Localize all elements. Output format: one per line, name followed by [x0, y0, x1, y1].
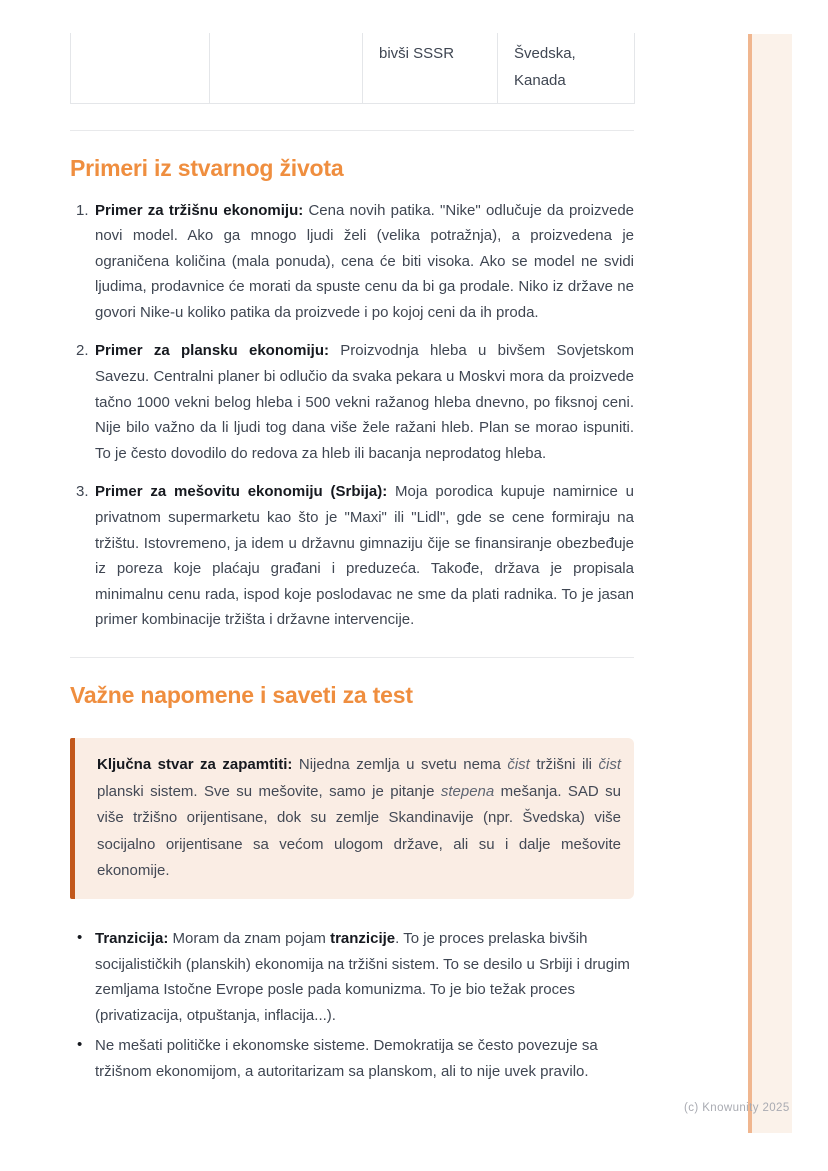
- callout-italic: čist: [598, 756, 621, 773]
- bullet-text: Moram da znam pojam: [168, 929, 331, 947]
- table-cell-mixed-example: Švedska, Kanada: [498, 33, 635, 103]
- notes-list: [70, 926, 634, 1085]
- list-item-planned-economy: [70, 338, 634, 466]
- key-point-callout: [70, 738, 634, 899]
- list-number: 3.: [76, 483, 89, 501]
- callout-text: mešanja. SAD su više tržišno orijentisane, dok su zemlje Skandinavije (npr. Švedska) više socijalno orijentisane sa većom ulogom države, ali su i dalje mešovite ekonomije.: [97, 782, 621, 880]
- list-item-market-economy: [70, 198, 634, 326]
- list-item-body: Proizvodnja hleba u bivšem Sovjetskom Savezu. Centralni planer bi odlučio da svaka pekara u Moskvi mora da proizvede tačno 1000 vekni belog hleba i 500 vekni ražanog hleba dnevno, po fiksnoj ceni. Nije bilo važno da li ljudi tog dana više žele ražani hleb. Plan se morao ispuniti. To je često dovodilo do redova za hleb ili bacanja neprodatog hleba.: [95, 342, 634, 462]
- bullet-bold: tranzicije: [330, 929, 396, 947]
- callout-italic: čist: [507, 756, 530, 773]
- page-content: [70, 0, 634, 1090]
- bullet-lead: Tranzicija:: [95, 929, 169, 947]
- notes-section-heading: Važne napomene i saveti za test: [70, 682, 413, 708]
- watermark: (c) Knowunity 2025: [684, 1102, 790, 1114]
- callout-text: Nijedna zemlja u svetu nema: [292, 756, 508, 773]
- callout-italic: stepena: [440, 782, 495, 800]
- section-divider: [70, 657, 634, 658]
- callout-text: planski sistem. Sve su mešovite, samo je pitanje: [97, 782, 441, 800]
- bullet-text: Ne mešati političke i ekonomske sisteme. Demokratija se često povezuje sa tržišnom ekonomijom, a autoritarizam sa planskom, ali to nije uvek pravilo.: [95, 1037, 598, 1080]
- table-cell-empty-2: [210, 33, 363, 103]
- bullet-item-transition: [70, 926, 634, 1028]
- section-divider: [70, 130, 634, 131]
- list-item-body: Cena novih patika. "Nike" odlučuje da proizvede novi model. Ako ga mnogo ljudi želi (velika potražnja), a proizvedena je ograničena količina (mala ponuda), cena će biti visoka. Ako se model ne svidi ljudima, prodavnice će morati da spuste cenu da bi ga prodale. Niko iz države ne govori Nike-u koliko patika da proizvede i po kojoj ceni da ih proda.: [95, 201, 635, 321]
- list-item-mixed-economy: [70, 479, 634, 633]
- callout-lead: Ključna stvar za zapamtiti:: [97, 756, 293, 773]
- list-number: 1.: [76, 201, 89, 219]
- list-item-lead: Primer za tržišnu ekonomiju:: [95, 201, 304, 219]
- examples-section-heading: Primeri iz stvarnog života: [70, 154, 344, 181]
- list-number: 2.: [76, 342, 89, 360]
- example-list: [70, 198, 634, 634]
- callout-text: tržišni ili: [529, 756, 599, 773]
- table-cell-planned-example: bivši SSSR: [363, 33, 498, 103]
- bullet-marker: •: [77, 928, 83, 946]
- page-margin-bar: [748, 34, 792, 1133]
- list-item-lead: Primer za mešovitu ekonomiju (Srbija):: [95, 483, 388, 501]
- bullet-item-systems: [70, 1033, 634, 1084]
- bullet-marker: •: [77, 1036, 83, 1054]
- list-item-body: Moja porodica kupuje namirnice u privatnom supermarketu kao što je "Maxi" ili "Lidl", gde se cene formiraju na tržištu. Istovremeno, ja idem u državnu gimnaziju čije se finansiranje obezbeđuje iz poreza koje plaćaju građani i preduzeća. Takođe, država je propisala minimalnu cenu rada, ispod koje poslodavac ne sme da plati radnika. To je jasan primer kombinacije tržišta i državne intervencije.: [95, 483, 634, 629]
- bullet-text: . To je proces prelaska bivših socijalističkih (planskih) ekonomija na tržišni sistem. To se desilo u Srbiji i drugim zemljama Istočne Evrope posle pada komunizma. To je bio težak proces (privatizacija, otpuštanja, inflacija...).: [95, 929, 630, 1024]
- list-item-lead: Primer za plansku ekonomiju:: [95, 342, 329, 360]
- comparison-table-fragment: [70, 33, 635, 104]
- table-cell-empty-1: [71, 33, 210, 103]
- table-row: [71, 33, 635, 103]
